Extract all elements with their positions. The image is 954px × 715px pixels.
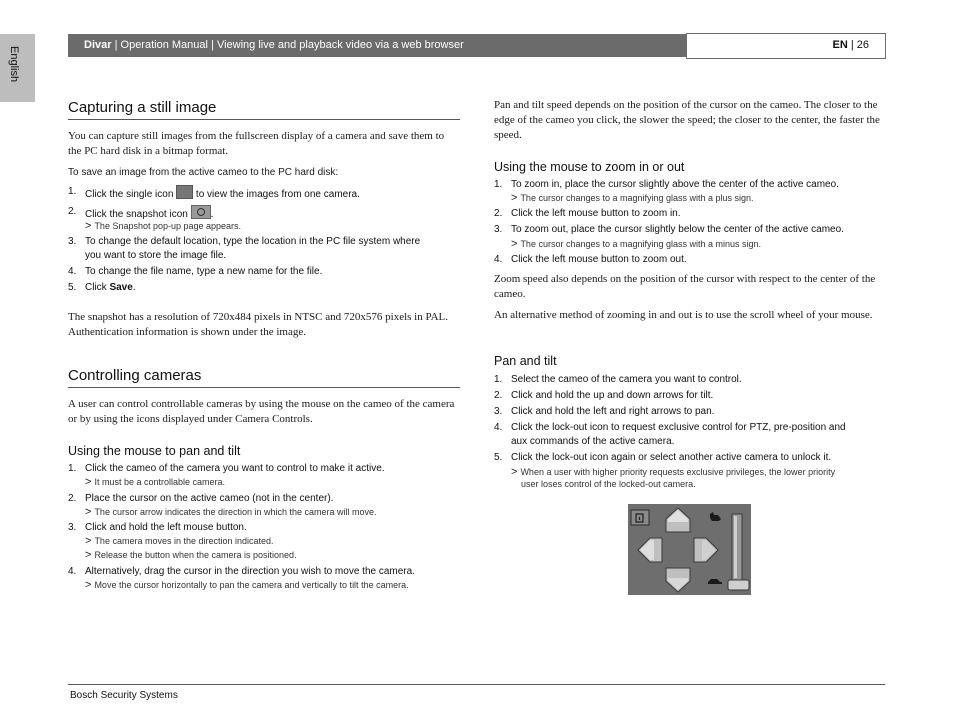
result-text: The cursor changes to a magnifying glass with a minus sign. bbox=[520, 239, 762, 249]
control-result-3a bbox=[85, 535, 274, 547]
header-brand: Divar bbox=[84, 39, 112, 51]
subsection-zoom: Using the mouse to zoom in or out bbox=[494, 160, 685, 174]
result-arrow: > bbox=[85, 535, 92, 547]
step-number: 2. bbox=[494, 390, 503, 401]
header-title bbox=[84, 39, 464, 51]
step-number: 1. bbox=[68, 463, 77, 474]
step-text: To change the default location, type the location in the PC file system where bbox=[85, 236, 421, 247]
result-arrow: > bbox=[85, 476, 92, 488]
control-result-1 bbox=[85, 476, 225, 488]
footer-rule bbox=[68, 684, 885, 685]
step-number: 4. bbox=[68, 566, 77, 577]
result-arrow: > bbox=[511, 466, 518, 478]
ptz-control-panel bbox=[628, 504, 751, 595]
section-rule bbox=[68, 119, 460, 120]
footer-company: Bosch Security Systems bbox=[70, 690, 178, 701]
subsection-pan-tilt-mouse: Using the mouse to pan and tilt bbox=[68, 444, 241, 458]
slider-handle bbox=[728, 580, 749, 590]
still-intro: You can capture still images from the fullscreen display of a camera and save them to the PC hard disk in a bitmap format. bbox=[68, 130, 445, 157]
page-separator: | bbox=[847, 39, 857, 51]
section-title-still: Capturing a still image bbox=[68, 99, 217, 116]
page-number bbox=[832, 39, 869, 51]
save-keyword: Save bbox=[109, 282, 133, 293]
result-text: It must be a controllable camera. bbox=[94, 477, 225, 487]
step-number: 4. bbox=[494, 422, 503, 433]
result-text: The Snapshot pop-up page appears. bbox=[94, 221, 242, 231]
step-number: 1. bbox=[494, 374, 503, 385]
zoom-alt-text: An alternative method of zooming in and out is to use the scroll wheel of your mouse. bbox=[494, 309, 873, 321]
header-separator: | bbox=[111, 39, 121, 51]
snapshot-icon bbox=[191, 205, 211, 219]
step-number: 5. bbox=[68, 282, 77, 293]
step-text: Click bbox=[85, 282, 110, 293]
single-view-icon bbox=[176, 185, 193, 199]
result-arrow: > bbox=[511, 238, 518, 250]
step-text: aux commands of the active camera. bbox=[511, 436, 675, 447]
step-text: to view the images from one camera. bbox=[193, 189, 360, 200]
step-text: Click and hold the left mouse button. bbox=[85, 522, 247, 533]
language-code: EN bbox=[832, 39, 848, 51]
step-text: Click the lock-out icon to request exclusive control for PTZ, pre-position and bbox=[511, 422, 846, 433]
page-num: 26 bbox=[856, 39, 869, 51]
section-rule bbox=[68, 387, 460, 388]
pan-result-5 bbox=[511, 466, 835, 490]
still-lead: To save an image from the active cameo to the PC hard disk: bbox=[68, 167, 339, 178]
step-text: Click the left mouse button to zoom out. bbox=[511, 254, 687, 265]
step-number: 4. bbox=[494, 254, 503, 265]
header-section: Viewing live and playback video via a web browser bbox=[216, 39, 464, 51]
step-text: To change the file name, type a new name for the file. bbox=[85, 266, 323, 277]
step-text: Click the left mouse button to zoom in. bbox=[511, 208, 681, 219]
resolution-text: The snapshot has a resolution of 720x484 pixels in NTSC and 720x576 pixels in PAL. Authentication information is shown under the image. bbox=[68, 311, 448, 338]
zoom-result-3 bbox=[511, 238, 761, 250]
step-text: Place the cursor on the active cameo (not in the center). bbox=[85, 493, 334, 504]
result-text: The camera moves in the direction indicated. bbox=[94, 536, 274, 546]
result-text: user loses control of the locked-out camera. bbox=[521, 479, 696, 489]
step-text: . bbox=[210, 209, 214, 220]
header-separator: | bbox=[207, 39, 217, 51]
step-text: Click the lock-out icon again or select another active camera to unlock it. bbox=[511, 452, 832, 463]
result-arrow: > bbox=[85, 220, 92, 232]
control-result-3b bbox=[85, 549, 297, 561]
step-number: 2. bbox=[68, 206, 77, 217]
ptz-control-graphic bbox=[628, 504, 751, 595]
page-header bbox=[68, 34, 686, 57]
step-number: 3. bbox=[494, 406, 503, 417]
language-tab bbox=[0, 34, 35, 102]
page-number-box bbox=[686, 33, 886, 59]
result-text: Release the button when the camera is positioned. bbox=[94, 550, 297, 560]
result-arrow: > bbox=[511, 192, 518, 204]
zoom-speed-text: Zoom speed also depends on the position of the cursor with respect to the center of the cameo. bbox=[494, 273, 876, 300]
step-text: To zoom in, place the cursor slightly above the center of the active cameo. bbox=[511, 179, 839, 190]
step-number: 4. bbox=[68, 266, 77, 277]
step-number: 1. bbox=[494, 179, 503, 190]
step-number: 1. bbox=[68, 186, 77, 197]
step-number: 2. bbox=[68, 493, 77, 504]
step-text: Click the cameo of the camera you want to control to make it active. bbox=[85, 463, 385, 474]
step-number: 5. bbox=[494, 452, 503, 463]
still-step-2-result bbox=[85, 220, 241, 232]
result-arrow: > bbox=[85, 579, 92, 591]
result-text: Move the cursor horizontally to pan the camera and vertically to tilt the camera. bbox=[94, 580, 409, 590]
control-result-4 bbox=[85, 579, 409, 591]
step-number: 2. bbox=[494, 208, 503, 219]
step-text: . bbox=[132, 282, 136, 293]
step-number: 3. bbox=[68, 522, 77, 533]
control-result-2 bbox=[85, 506, 377, 518]
lock-out-icon[interactable] bbox=[631, 510, 649, 525]
step-text: Click the single icon bbox=[85, 189, 177, 200]
result-arrow: > bbox=[85, 549, 92, 561]
result-text: The cursor changes to a magnifying glass with a plus sign. bbox=[520, 193, 754, 203]
step-text: Click the snapshot icon bbox=[85, 209, 191, 220]
result-text: The cursor arrow indicates the direction in which the camera will move. bbox=[94, 507, 377, 517]
step-text: Click and hold the up and down arrows for tilt. bbox=[511, 390, 714, 401]
step-text: you want to store the image file. bbox=[85, 250, 227, 261]
section-title-control: Controlling cameras bbox=[68, 367, 202, 384]
zoom-result-1 bbox=[511, 192, 754, 204]
step-text: Select the cameo of the camera you want to control. bbox=[511, 374, 742, 385]
language-label: English bbox=[8, 46, 20, 83]
result-arrow: > bbox=[85, 506, 92, 518]
pan-tilt-speed-text: Pan and tilt speed depends on the position of the cursor on the cameo. The closer to the edge of the cameo you click, the slower the speed; the closer to the center, the faster the speed. bbox=[494, 99, 880, 141]
step-number: 3. bbox=[494, 224, 503, 235]
step-text: Click and hold the left and right arrows to pan. bbox=[511, 406, 715, 417]
subsection-pan-tilt: Pan and tilt bbox=[494, 354, 557, 368]
result-text: When a user with higher priority requests exclusive privileges, the lower priority bbox=[520, 467, 836, 477]
step-text: Alternatively, drag the cursor in the direction you wish to move the camera. bbox=[85, 566, 415, 577]
control-intro: A user can control controllable cameras by using the mouse on the cameo of the camera or by using the icons displayed under Camera Controls. bbox=[68, 398, 455, 425]
header-manual: Operation Manual bbox=[120, 39, 208, 51]
step-text: To zoom out, place the cursor slightly below the center of the active cameo. bbox=[511, 224, 844, 235]
step-number: 3. bbox=[68, 236, 77, 247]
